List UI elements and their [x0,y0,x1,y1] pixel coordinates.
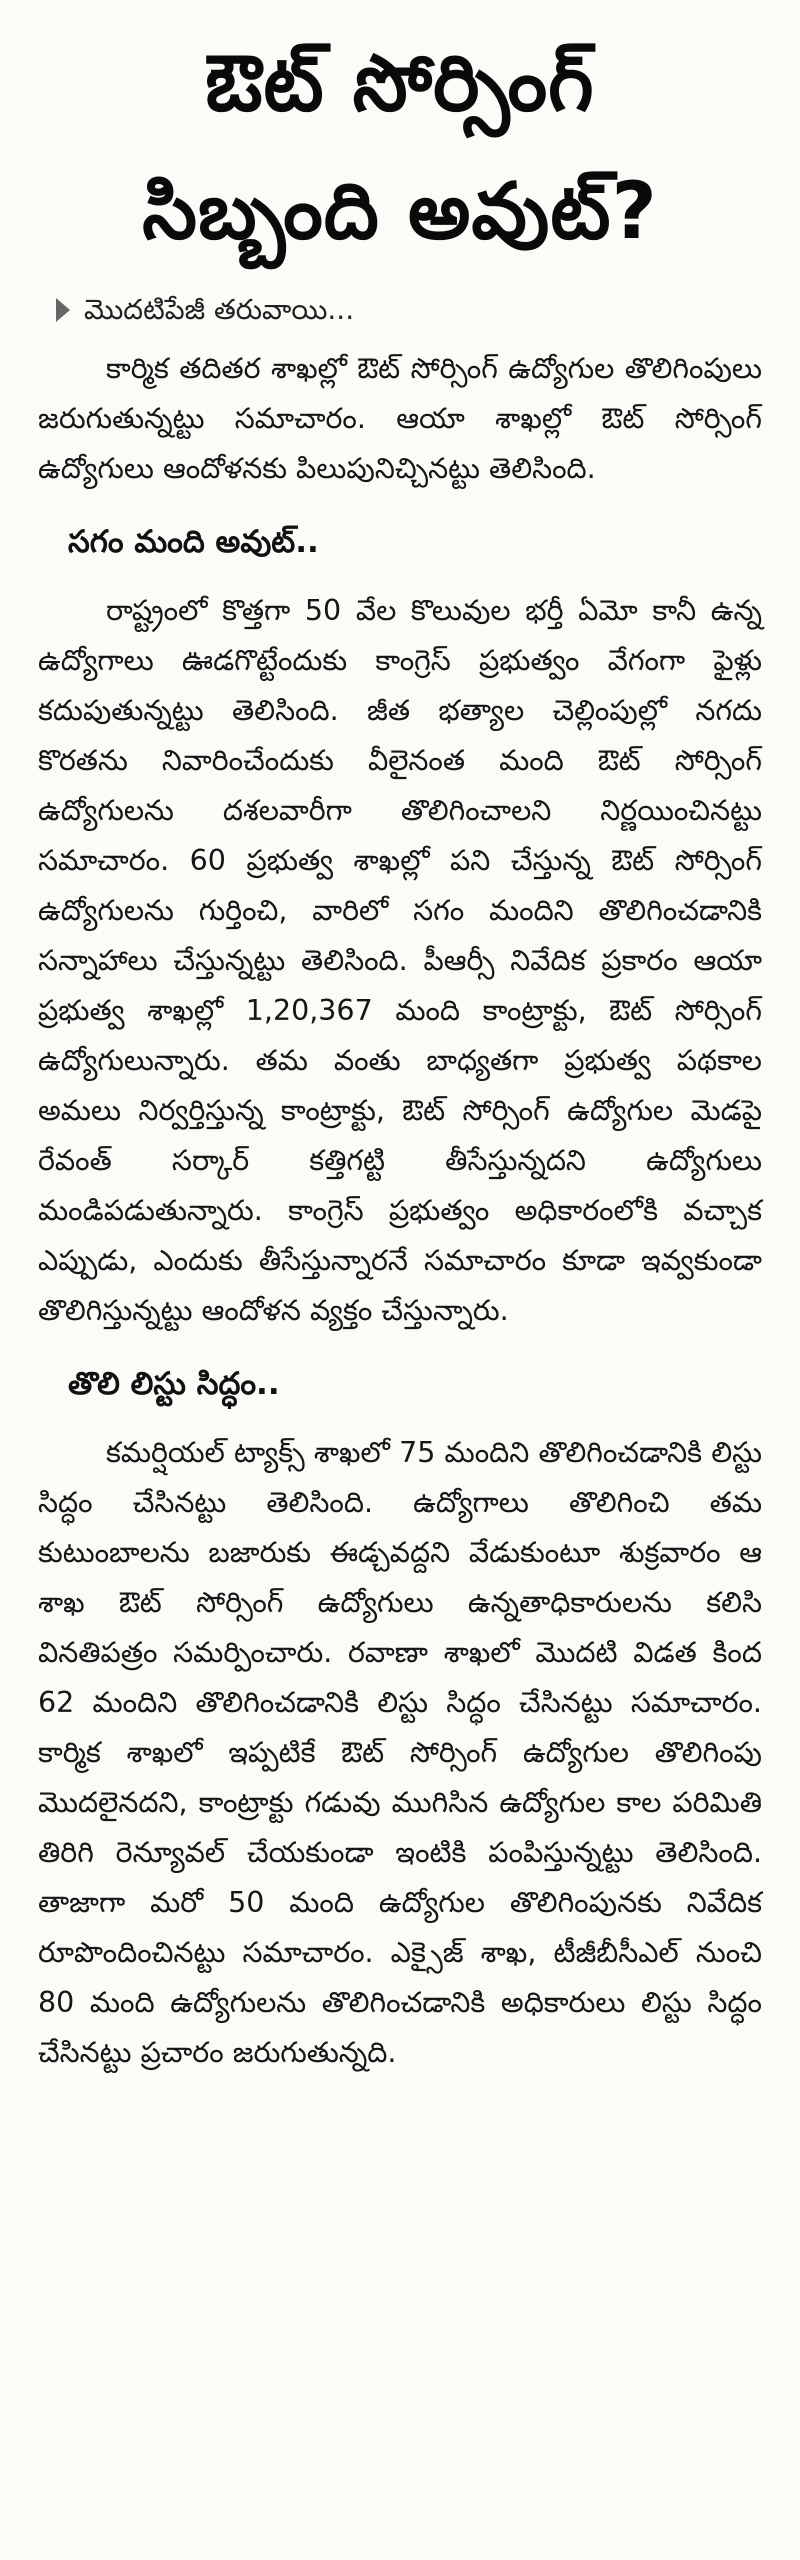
headline-line-1: ఔట్ సోర్సింగ్ [205,39,595,129]
section-heading-first-list: తొలి లిస్టు సిద్ధం.. [68,1366,280,1402]
section-heading-half-out: సగం మంది అవుట్.. [68,524,319,560]
intro-paragraph: కార్మిక తదితర శాఖల్లో ఔట్ సోర్సింగ్ ఉద్యోగుల తొలిగింపులు జరుగుతున్నట్టు సమాచారం. ఆయా శాఖల్లో ఔట్ సోర్సింగ్ ఉద్యోగులు ఆందోళనకు పిలుపునిచ్చినట్టు తెలిసింది. [38,352,762,485]
chevron-right-icon [56,298,70,322]
section-paragraph-half-out: రాష్ట్రంలో కొత్తగా 50 వేల కొలువుల భర్తీ ఏమో కానీ ఉన్న ఉద్యోగాలు ఊడగొట్టేందుకు కాంగ్రెస్ ప్రభుత్వం వేగంగా ఫైళ్లు కదుపుతున్నట్టు తెలిసింది. జీత భత్యాల చెల్లింపుల్లో నగదు కొరతను నివారించేందుకు వీలైనంత మంది ఔట్ సోర్సింగ్ ఉద్యోగులను దశలవారీగా తొలిగించాలని నిర్ణయించినట్టు సమాచారం. 60 ప్రభుత్వ శాఖల్లో పని చేస్తున్న ఔట్ సోర్సింగ్ ఉద్యోగులను గుర్తించి, వారిలో సగం మందిని తొలిగించడానికి సన్నాహాలు చేస్తున్నట్టు తెలిసింది. పీఆర్సీ నివేదిక ప్రకారం ఆయా ప్రభుత్వ శాఖల్లో 1,20,367 మంది కాంట్రాక్టు, ఔట్ సోర్సింగ్ ఉద్యోగులున్నారు. తమ వంతు బాధ్యతగా ప్రభుత్వ పథకాల అమలు నిర్వర్తిస్తున్న కాంట్రాక్టు, ఔట్ సోర్సింగ్ ఉద్యోగుల మెడపై రేవంత్ సర్కార్ కత్తిగట్టి తీసేస్తున్నదని ఉద్యోగులు మండిపడుతున్నారు. కాంగ్రెస్ ప్రభుత్వం అధికారంలోకి వచ్చాక ఎప్పుడు, ఎందుకు తీసేస్తున్నారనే సమాచారం కూడా ఇవ్వకుండా తొలిగిస్తున్నట్టు ఆందోళన వ్యక్తం చేస్తున్నారు. [38,594,762,1327]
continued-label: మొదటిపేజీ తరువాయి... [84,293,355,326]
section-paragraph-first-list: కమర్షియల్ ట్యాక్స్ శాఖలో 75 మందిని తొలిగించడానికి లిస్టు సిద్ధం చేసినట్టు తెలిసింది. ఉద్యోగాలు తొలిగించి తమ కుటుంబాలను బజారుకు ఈడ్చవద్దని వేడుకుంటూ శుక్రవారం ఆ శాఖ ఔట్ సోర్సింగ్ ఉద్యోగులు ఉన్నతాధికారులను కలిసి వినతిపత్రం సమర్పించారు. రవాణా శాఖలో మొదటి విడత కింద 62 మందిని తొలిగించడానికి లిస్టు సిద్ధం చేసినట్టు సమాచారం. కార్మిక శాఖలో ఇప్పటికే ఔట్ సోర్సింగ్ ఉద్యోగుల తొలిగింపు మొదలైనదని, కాంట్రాక్టు గడువు ముగిసిన ఉద్యోగుల కాల పరిమితి తిరిగి రెన్యూవల్ చేయకుండా ఇంటికి పంపిస్తున్నట్టు తెలిసింది. తాజాగా మరో 50 మంది ఉద్యోగుల తొలిగింపునకు నివేదిక రూపొందించినట్టు సమాచారం. ఎక్సైజ్ శాఖ, టీజీబీసీఎల్ నుంచి 80 మంది ఉద్యోగులను తొలిగించడానికి అధికారులు లిస్టు సిద్ధం చేసినట్టు ప్రచారం జరుగుతున్నది. [38,1436,762,2069]
headline [38,20,762,276]
headline-line-2: సిబ్బంది అవుట్? [142,167,658,257]
continued-from-front-page [38,290,762,330]
